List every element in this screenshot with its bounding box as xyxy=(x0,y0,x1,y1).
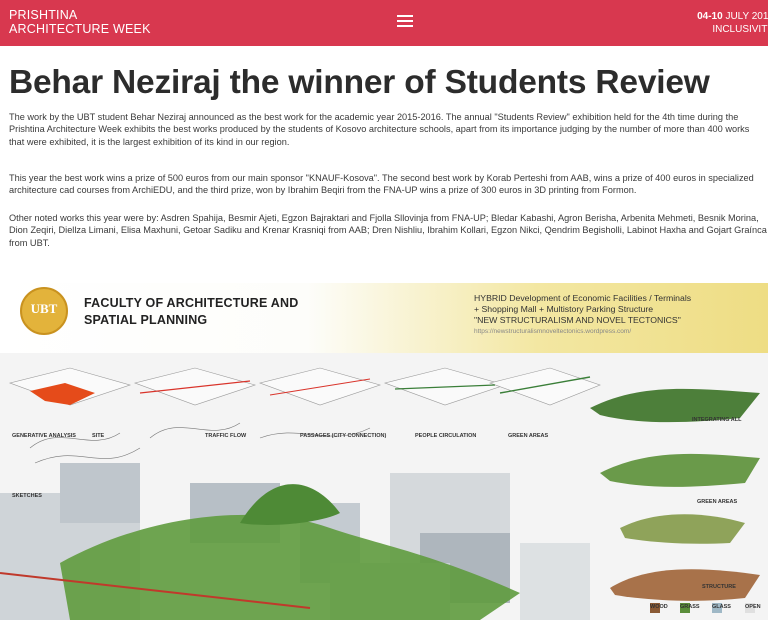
architecture-render xyxy=(0,353,768,620)
label-integrating-all: INTEGRATING ALL xyxy=(692,417,742,423)
event-month-year: JULY 2016 xyxy=(725,11,774,22)
project-url: https://newstructuralismnoveltectonics.wordpress.com/ xyxy=(474,328,632,335)
structure-layer xyxy=(610,569,760,601)
faculty-name: FACULTY OF ARCHITECTURE AND SPATIAL PLANNING xyxy=(84,296,299,327)
brand-line-1: PRISHTINA xyxy=(9,8,78,22)
label-traffic-flow: TRAFFIC FLOW xyxy=(205,433,247,439)
label-passages: PASSAGES (CITY CONNECTION) xyxy=(300,433,387,439)
poster-header xyxy=(0,283,768,353)
label-grass: GRASS xyxy=(680,604,700,610)
label-site: SITE xyxy=(92,433,105,439)
event-theme: INCLUSIVITY xyxy=(712,24,774,35)
label-wood: WOOD xyxy=(650,604,668,610)
analysis-diagrams xyxy=(10,368,600,405)
event-info xyxy=(697,10,774,36)
label-green-areas: GREEN AREAS xyxy=(508,433,549,439)
article-paragraph-1: The work by the UBT student Behar Neziraj announced as the best work for the academic year 2015-2016. The annual "Students Review" exhibition held for the 4th time during the Prishtina Architecture Week exhibits the best works produced by the students of Kosovo architecture schools, apart from its importance judging by the number of more than 400 works that were exhibited, it is the largest exhibition of its kind in our region. xyxy=(9,112,750,147)
site-logo[interactable] xyxy=(9,8,151,36)
brand-line-2: ARCHITECTURE WEEK xyxy=(9,22,151,36)
article-title: Behar Neziraj the winner of Students Review xyxy=(9,64,710,101)
label-green-areas-layer: GREEN AREAS xyxy=(697,499,738,505)
label-open: OPEN xyxy=(745,604,761,610)
top-bar xyxy=(0,0,774,46)
event-dates: 04-10 xyxy=(697,11,723,22)
label-people-circulation: PEOPLE CIRCULATION xyxy=(415,433,477,439)
label-structure: STRUCTURE xyxy=(702,584,736,590)
label-generative-analysis: GENERATIVE ANALYSIS xyxy=(12,433,76,439)
sketches xyxy=(30,423,370,463)
ubt-logo: UBT xyxy=(20,287,68,335)
project-description: HYBRID Development of Economic Facilities / Terminals + Shopping Mall + Multistory Parking Structure "NEW STRUCTURALISM AND NOVEL TECTONICS" https://newstructuralismnoveltectonics.wordpress.com/ xyxy=(474,293,692,335)
article-paragraph-2: This year the best work wins a prize of 500 euros from our main sponsor "KNAUF-Kosova". The second best work by Korab Perteshi from AAB, wins a prize of 400 euros in specialized architecture cad courses from ArchiEDU, and the third prize, won by Ibrahim Beqiri from the FNA-UP wins a prize of 300 euros in 3D printing from Formon. xyxy=(9,173,754,196)
article-paragraph-3: Other noted works this year were by: Asdren Spahija, Besmir Ajeti, Egzon Bajraktari and Fjolla Sllovinja from FNA-UP; Bledar Kabashi, Agron Berisha, Arbenita Mehmeti, Besnik Morina, Dion Zeqiri, Diellza Limani, Elisa Maxhuni, Getoar Sadiku and Krenar Krasniqi from AAB; Dren Nishliu, Ibrahim Kollari, Egzon Nikci, Qendrim Begisholli, Labinot Haxha and Gojart Graínca from UBT. xyxy=(9,213,767,248)
label-glass: GLASS xyxy=(712,604,731,610)
hamburger-icon[interactable] xyxy=(397,15,413,28)
label-sketches: SKETCHES xyxy=(12,493,42,499)
project-poster xyxy=(0,283,768,620)
